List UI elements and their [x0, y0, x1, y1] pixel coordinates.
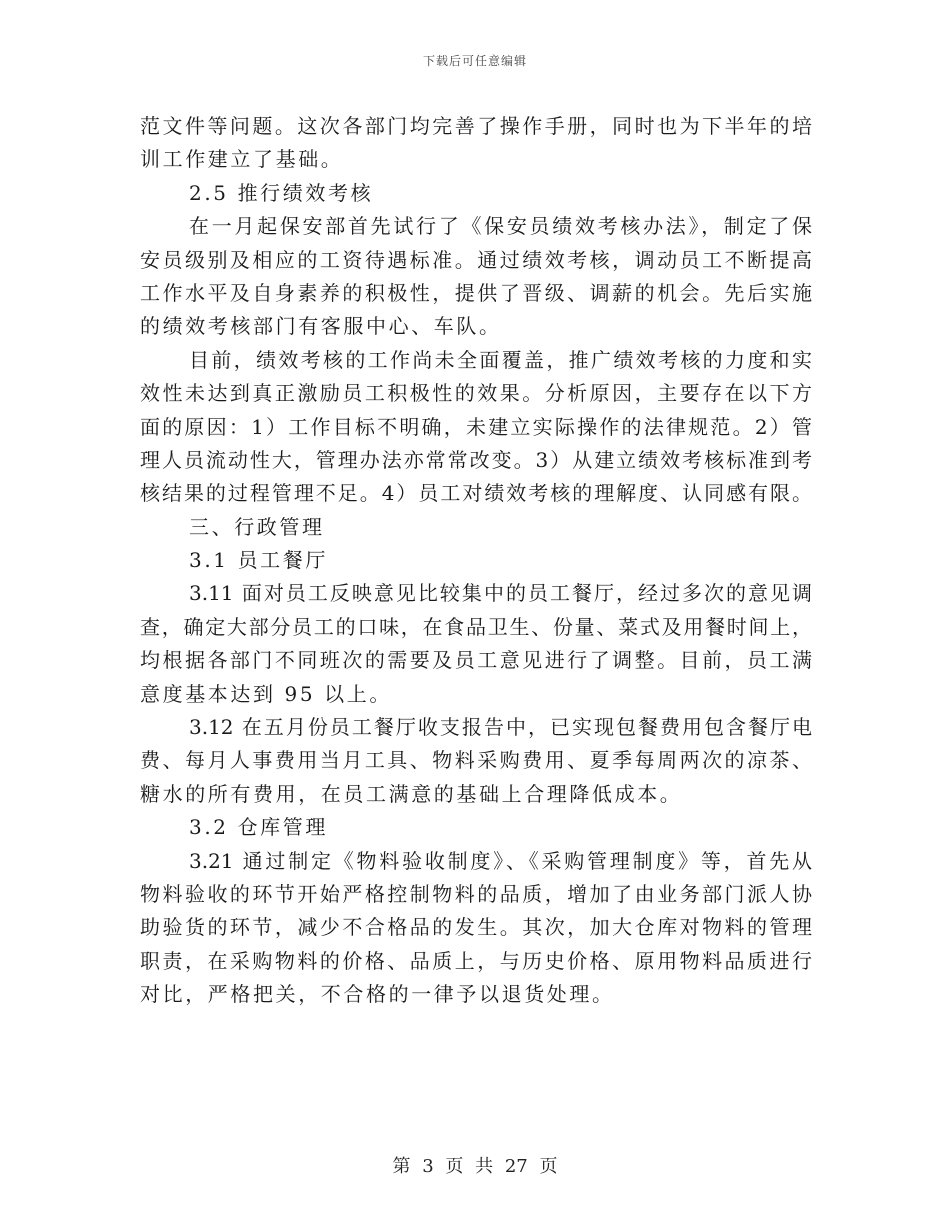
text-line: 物料验收的环节开始严格控制物料的品质，增加了由业务部门派人协: [140, 881, 812, 906]
page-number: 第 3 页 共 27 页: [392, 1156, 558, 1177]
text-line: 3.12 在五月份员工餐厅收支报告中，已实现包餐费用包含餐厅电: [189, 715, 812, 740]
text-line: 三、行政管理: [189, 514, 325, 539]
text-line: 查，确定大部分员工的口味，在食品卫生、份量、菜式及用餐时间上，: [140, 614, 812, 639]
text-line: 3.21 通过制定《物料验收制度》、《采购管理制度》等，首先从: [189, 848, 812, 873]
text-line: 在一月起保安部首先试行了《保安员绩效考核办法》，制定了保: [189, 214, 812, 239]
text-line: 3.1 员工餐厅: [189, 548, 328, 573]
text-line: 助验货的环节，减少不合格品的发生。其次，加大仓库对物料的管理: [140, 915, 812, 940]
text-line: 理人员流动性大，管理办法亦常常改变。3）从建立绩效考核标准到考: [140, 447, 812, 472]
text-line: 工作水平及自身素养的积极性，提供了晋级、调薪的机会。先后实施: [140, 280, 812, 305]
text-line: 3.11 面对员工反映意见比较集中的员工餐厅，经过多次的意见调: [189, 581, 812, 606]
document-body: [140, 110, 812, 1012]
text-line: 均根据各部门不同班次的需要及员工意见进行了调整。目前，员工满: [140, 648, 812, 673]
page-header: 下载后可任意编辑: [422, 54, 527, 68]
text-line: 范文件等问题。这次各部门均完善了操作手册，同时也为下半年的培: [140, 114, 812, 138]
text-line: 费、每月人事费用当月工具、物料采购费用、夏季每周两次的凉茶、: [140, 748, 812, 773]
text-line: 核结果的过程管理不足。4）员工对绩效考核的理解度、认同感有限。: [140, 481, 812, 506]
text-line: 2.5 推行绩效考核: [189, 180, 374, 205]
text-line: 职责，在采购物料的价格、品质上，与历史价格、原用物料品质进行: [140, 948, 812, 973]
text-line: 安员级别及相应的工资待遇标准。通过绩效考核，调动员工不断提高: [140, 247, 812, 272]
text-line: 糖水的所有费用，在员工满意的基础上合理降低成本。: [140, 781, 683, 806]
text-line: 对比，严格把关，不合格的一律予以退货处理。: [140, 982, 615, 1007]
text-line: 效性未达到真正激励员工积极性的效果。分析原因，主要存在以下方: [140, 381, 812, 406]
text-line: 意度基本达到 95 以上。: [140, 681, 392, 706]
text-line: 训工作建立了基础。: [140, 147, 344, 172]
text-line: 3.2 仓库管理: [189, 815, 328, 840]
text-line: 的绩效考核部门有客服中心、车队。: [140, 314, 502, 339]
text-line: 目前，绩效考核的工作尚未全面覆盖，推广绩效考核的力度和实: [189, 347, 812, 372]
text-line: 面的原因：1）工作目标不明确，未建立实际操作的法律规范。2）管: [140, 414, 812, 439]
